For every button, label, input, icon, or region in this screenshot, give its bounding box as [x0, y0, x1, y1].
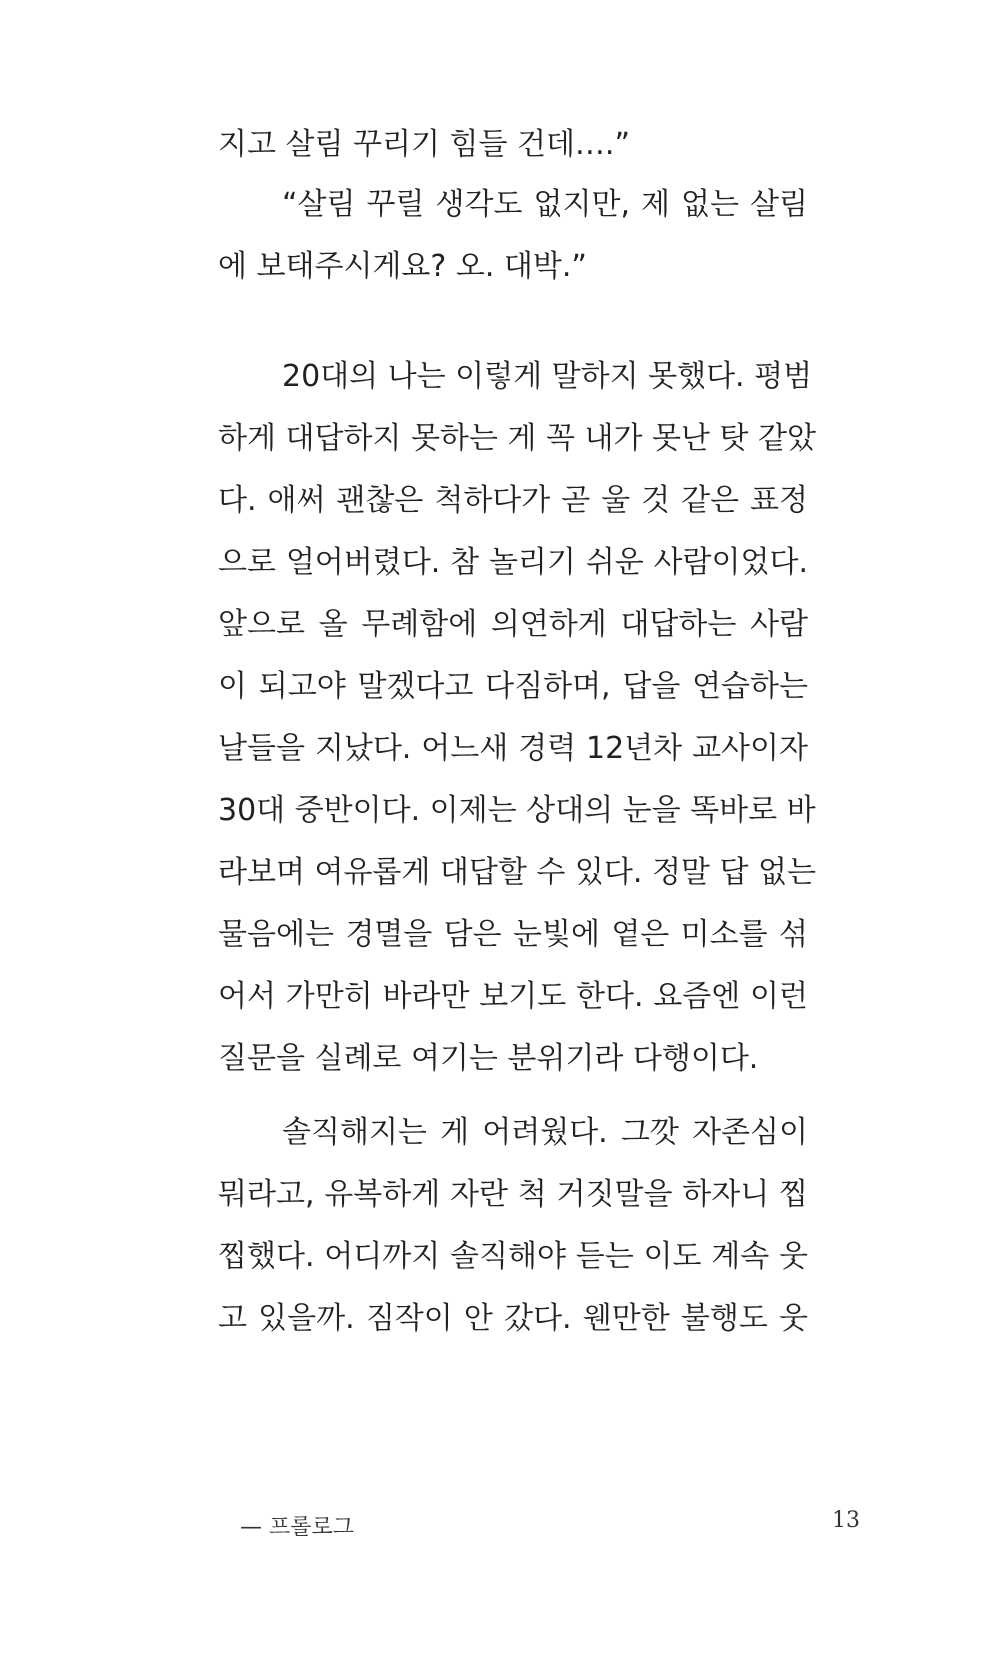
text-line: 하게 대답하지 못하는 게 꼭 내가 못난 탓 같았 [218, 421, 816, 456]
paragraph-dialogue [218, 174, 808, 298]
text-line: 어서 가만히 바라만 보기도 한다. 요즘엔 이런 [218, 979, 808, 1014]
text-line: 라보며 여유롭게 대답할 수 있다. 정말 답 없는 [218, 855, 816, 890]
paragraph-continuation [218, 114, 808, 176]
text-line: 지고 살림 꾸리기 힘들 건데….” [218, 127, 631, 162]
text-line: 찝했다. 어디까지 솔직해야 듣는 이도 계속 웃 [218, 1239, 808, 1274]
text-line: 20대의 나는 이렇게 말하지 못했다. 평범 [282, 359, 813, 394]
text-line: 앞으로 올 무례함에 의연하게 대답하는 사람 [218, 607, 808, 642]
text-line: 고 있을까. 짐작이 안 갔다. 웬만한 불행도 웃 [218, 1301, 808, 1336]
running-footer-section: — 프롤로그 [240, 1515, 355, 1540]
text-line: 으로 얼어버렸다. 참 놀리기 쉬운 사람이었다. [218, 545, 808, 580]
text-line: 30대 중반이다. 이제는 상대의 눈을 똑바로 바 [218, 793, 816, 828]
text-line: 솔직해지는 게 어려웠다. 그깟 자존심이 [282, 1115, 808, 1150]
text-line: 다. 애써 괜찮은 척하다가 곧 울 것 같은 표정 [218, 483, 808, 518]
text-line: 질문을 실례로 여기는 분위기라 다행이다. [218, 1041, 759, 1076]
paragraph-body [218, 346, 816, 1090]
text-line: 날들을 지났다. 어느새 경력 12년차 교사이자 [218, 731, 808, 766]
text-line: 뭐라고, 유복하게 자란 척 거짓말을 하자니 찝 [218, 1177, 808, 1212]
text-line: “살림 꾸릴 생각도 없지만, 제 없는 살림 [282, 187, 808, 222]
text-line: 물음에는 경멸을 담은 눈빛에 옅은 미소를 섞 [218, 917, 808, 952]
text-line: 이 되고야 말겠다고 다짐하며, 답을 연습하는 [218, 669, 808, 704]
text-line: 에 보태주시게요? 오. 대박.” [218, 249, 587, 284]
page-number: 13 [832, 1508, 860, 1533]
paragraph-body [218, 1102, 808, 1350]
